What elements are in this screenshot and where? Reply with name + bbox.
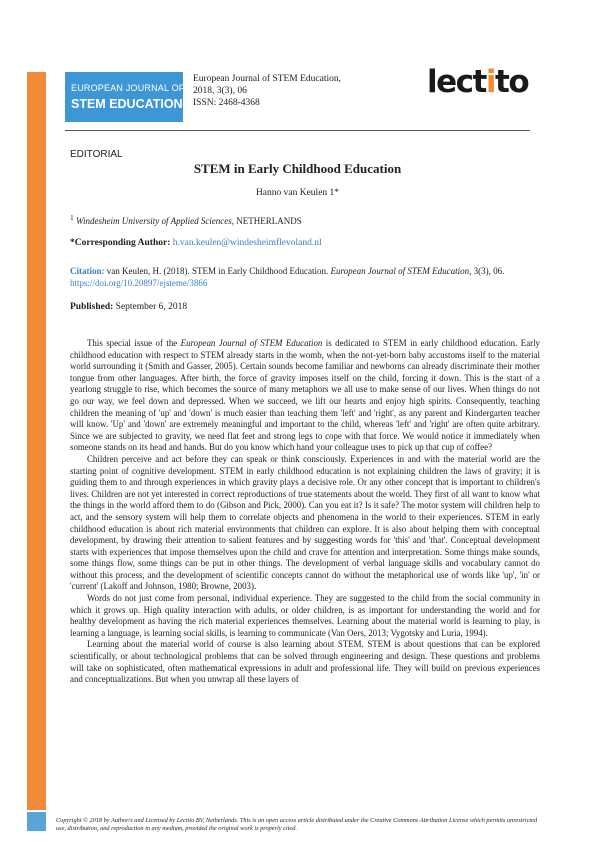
journal-logo-line1: EUROPEAN JOURNAL OF xyxy=(71,83,185,93)
body-paragraph: Words do not just come from personal, individual experience. They are suggested to the child from the social community in which it grows up. High quality interaction with adults, or older children, is as important for understanding the world and for healthy development as having the rich material experiences themselves. Learning about the material world is learning to play, is learning a language, is learning social skills, is learning to communicate (Van Oers, 2013; Vygotsky and Luria, 1994). xyxy=(70,593,540,638)
body-paragraph: Children perceive and act before they can speak or think consciously. Experiences in and with the material world are the starting point of cognitive development. STEM in early childhood education is not explaining children the laws of gravity; it is guiding them to and through experiences in which gravity plays a decisive role. Or any other concept that is important to children's lives. Children are not yet interested in correct reproductions of true statements about the world. They first of all want to know what the things in the world afford them to do (Gibson and Pick, 2000). Can you eat it? Is it safe? The motor system will children help to act, and the sensory system will help them to correlate objects and phenomena in the world to their experiences. STEM in early childhood education is about rich material environments that children can explore. It is also about helping them with conceptual development, by drawing their attention to salient features and by suggesting words for 'this' and 'that'. Conceptual development starts with experiences that impose themselves upon the child and crave for attention and interpretation. Some things make sounds, some things flow, some things can be put in other things. The development of verbal language skills and vocabulary cannot do without this process, and the development of scientific concepts cannot do without the metaphorical use of words like 'up', 'in' or 'current' (Lakoff and Johnson, 1980; Browne, 2003). xyxy=(70,453,540,592)
publisher-logo: lectito xyxy=(427,64,529,100)
body-paragraph: Learning about the material world of course is also learning about STEM. STEM is about questions that can be explored scientifically, or about technological problems that can be solved through engineering and design. These questions and problems will take on sophisticated, often mathematical expressions in adult and professional life. They will build on previous experiences and conceptualizations. But when you unwrap all these layers of xyxy=(70,639,540,685)
article-title: STEM in Early Childhood Education xyxy=(193,161,402,176)
journal-logo-line2: STEM EDUCATION xyxy=(71,97,183,111)
journal-info-issn: ISSN: 2468-4368 xyxy=(193,98,260,108)
copyright-notice: Copyright © 2018 by Author/s and Licensed by Lectito BV, Netherlands. This is an open access article distributed under the Creative Commons Attribution License which permits unrestricted use, distribution, and reproduction in any medium, provided the original work is properly cited. xyxy=(56,817,538,832)
doi-link[interactable]: https://doi.org/10.20897/ejsteme/3866 xyxy=(70,278,208,288)
journal-info xyxy=(193,73,341,109)
affiliation: $^1$ Windesheim University of Applied Sciences, NETHERLANDS xyxy=(70,213,302,226)
journal-logo xyxy=(65,72,183,122)
header-divider xyxy=(65,130,530,131)
blue-footer-square xyxy=(27,812,46,831)
journal-info-name: European Journal of STEM Education, xyxy=(193,74,342,84)
article-body xyxy=(70,338,540,686)
author: Hanno van Keulen 1* xyxy=(255,188,340,198)
citation: Citation: van Keulen, H. (2018). STEM in Early Childhood Education. European Journal of STEM Education, 3(3), 06. https://doi.org/10.20897/ejsteme/3866 xyxy=(70,266,505,288)
section-label: EDITORIAL xyxy=(70,149,123,160)
author-email-link[interactable]: h.van.keulen@windesheimflevoland.nl xyxy=(172,238,322,248)
published-date: Published: September 6, 2018 xyxy=(70,302,188,312)
corresponding-author: *Corresponding Author: h.van.keulen@windesheimflevoland.nl xyxy=(70,238,322,248)
journal-info-volume: 2018, 3(3), 06 xyxy=(193,86,247,96)
body-paragraph: This special issue of the European Journal of STEM Education is dedicated to STEM in early childhood education. Early childhood education with respect to STEM already starts in the womb, when the not-yet-born baby accustoms itself to the material world surrounding it (Smith and Gasser, 2005). Certain sounds become familiar and newborns can already discriminate their mother tongue from other languages. After birth, the force of gravity imposes itself on the child, forcing it down. This is the start of a yearlong struggle to rise, which becomes the source of many metaphors we all use to make sense of our lives. When things do not go our way, we feel down and depressed. When we succeed, we lift our hearts and enjoy high spirits. Consequently, teaching children the meaning of 'up' and 'down' is much easier than teaching them 'left' and 'right', as any parent and Kindergarten teacher will know. 'Up' and 'down' are extremely meaningful and important to the child, whereas 'left' and 'right' are often quite arbitrary. Since we are subjected to gravity, we need flat feet and strong legs to cope with that force. We would notice it immediately when someone stands on its head and hands. But do you know which hand your colleague uses to pick up that cup of coffee? xyxy=(70,338,540,453)
orange-sidebar-bar xyxy=(27,72,46,810)
